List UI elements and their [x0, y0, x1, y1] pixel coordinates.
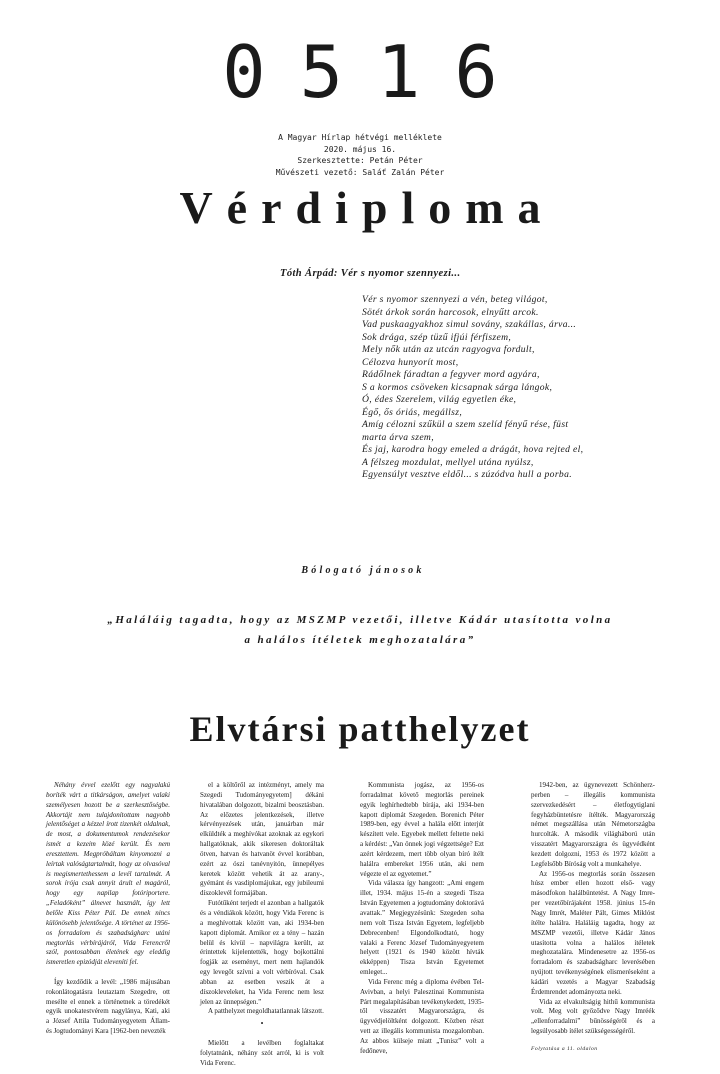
- pull-quote-line: a halálos ítéletek meghozatalára”: [244, 634, 476, 646]
- article-paragraph: Futótűként terjedt el azonban a hallgatók és a véndiákok között, hogy Vida Ferenc is a meghívottak között van, aki 1934-ben kapott diplomát. Amikor ez a tény – hazán belül és kívül – napvilágra került, az érintettek kijelentették, hogy bojkottálni fogják az eseményt, mert nem hajlandók egy levegőt szívni a volt vérbíróval. Csak abban az esetben veszik át a díszokleveleket, ha Vida Ferenc nem lesz jelen az ünnepségen.”: [200, 899, 324, 1006]
- poem-line: Mely nők után az utcán ragyogva fordult,: [362, 344, 535, 355]
- poem-line: A félszeg mozdulat, mellyel utána nyúlsz,: [362, 456, 534, 468]
- poem-line: Égő, ős óriás, megállsz,: [362, 406, 463, 418]
- poem: [362, 294, 682, 482]
- pull-quote-line: „Haláláig tagadta, hogy az MSZMP vezetői, illetve Kádár utasította volna: [107, 614, 613, 626]
- continued-note: Folytatása a 11. oldalon: [531, 1045, 598, 1052]
- poem-line: Vad puskaagyakhoz simul sovány, szakállas, árva...: [362, 319, 577, 330]
- pull-quote: [40, 610, 680, 650]
- article-paragraph: A patthelyzet megoldhatatlannak látszott.: [208, 1007, 324, 1016]
- masthead-info: [0, 132, 720, 178]
- article-paragraph: 1942-ben, az ügynevezett Schönherz-perben – illegális kommunista szervezkedésért – életfogytiglani fegyházbüntetésre ítélték. Magyarország német megszállása után Németországba hurcolták. A második világháború után visszatért Magyarországra és ügyvédként kezdett dolgozni, 1953 és 1972 között a Legfelsőbb Bíróság volt a munkahelye.: [531, 781, 655, 868]
- article-column-3: [360, 781, 484, 1057]
- main-title: Vérdiploma: [179, 182, 555, 233]
- article-paragraph: Az 1956-os megtorlás során összesen húsz ember ellen hozott első- vagy másodfokon halálbüntetést. A Nagy Imre-per vezetőbírájaként 1958. június 15-én Nagy Imrét, Maléter Pált, Gimes Miklóst ítélte halálra. Haláláig tagadta, hogy az MSZMP vezetői, illetve Kádár János utasította volna a halálos ítéletek meghozatalára. Mindenesetre az 1956-os forradalom és szabadságharc leverésében nyújtott tevékenységének elismeréseként a kádári vezetés a Magyar Szabadság Érdemrendet adományozta neki.: [531, 869, 655, 996]
- art-director-credit: Művészeti vezető: Saláť Zalán Péter: [275, 167, 445, 177]
- poem-line: Célozva hunyorít most,: [362, 356, 459, 368]
- supplement-line: A Magyar Hírlap hétvégi melléklete: [278, 133, 442, 142]
- article-paragraph: Mielőtt a levélben foglaltakat folytatnánk, néhány szót arról, ki is volt Vida Ferenc.: [200, 1038, 324, 1067]
- poem-line: Sötét árkok során harcosok, elnyűtt arcok.: [362, 306, 539, 318]
- article-paragraph: Így kezdődik a levél: „1986 májusában rokonlátogatásra leutaztam Szegedre, ott meséltе el ennek a történetnek a töredékét egyik unokatestvérem nagylánya, Kati, aki a József Attila Tudományegyetem Állam- és Jogtudományi Kara [1962-ben nevezték: [46, 977, 170, 1036]
- article-headline: Elvtársi patthelyzet: [189, 709, 531, 749]
- article-column-4: [531, 781, 655, 1055]
- poem-line: Egyensúlyt vesztve eldől... s zúzódva hull a porba.: [362, 469, 572, 480]
- article-column-2: [200, 781, 324, 1068]
- poem-line: S a kormos csöveken kicsapnak sárga lángok,: [362, 381, 553, 393]
- section-divider: •: [260, 1019, 264, 1029]
- poem-line: Vér s nyomor szennyezi a vén, beteg világot,: [362, 294, 548, 305]
- article-column-1: [46, 781, 170, 1037]
- section-label: Bólogató jánosok: [301, 565, 425, 576]
- article-lead: Néhány évvel ezelőtt egy nagyalakú boríték várt a titkárságon, amelyet valaki személyesen hozott be a szerkesztőségbe. Akkortájt nem tulajdonítottam nagyobb jelentőséget a kézzel írott tizenkét oldalnak, de most, a dokumentumok rendezésekor ismét a kezeim közé került. És nem eresztettem. Megpróbáltam kinyomozni a leírtak valóságtartalmát, hogy az olvasóval is megismertethessem a levél tartalmát. A sorok írója csak annyit árult el magáról, hogy egy napilap fotóriportere. „Feladóként” álnevet használt, így lett belőle Kiss Péter Pál. De ennek nincs különösebb jelentősége. A történet az 1956-os forradalom és szabadságharc utáni megtorlás vérbírájáról, Vida Ferencről szól, pontosabban életének egy eleddig ismeretlen epizódját eleveníti fel.: [46, 781, 170, 967]
- poem-attribution: Tóth Árpád: Vér s nyomor szennyezi...: [280, 268, 461, 279]
- article-paragraph: el a költőről az intézményt, amely ma Szegedi Tudományegyetem] dékáni hivatalában dolgozott, bizalmi beosztásban. Az előzetes jelentkezések, illetve kérvényezések után, januárban már elküldték a meghívókat azoknak az egykori hallgatóknak, akik sikeresen doktoráltak ötven, hatvan és hatvanöt évvel korábban, ezért az ószi tanévnyitón, ünnepélyes keretek között vehetik át az arany-, gyémánt és vasdiplomájukat, egy jubileumi díszoklevél formájában.: [200, 781, 324, 898]
- article-paragraph: Kommunista jogász, az 1956-os forradalmat követő megtorlás pereinek egyik leghírhedtebb bírája, aki 1934-ben kapott diplomát Szegeden. Borenich Péter 1989-ben, egy évvel a halála előtt interjút készített vele. Egyebek mellett feltette neki a kérdést: „Van önnek jogi végzettsége? Ezt azért kérdezem, mert több olyan bíró ítélt halálra embereket 1956 után, aki nem végezte el az egyetemet.”: [360, 781, 484, 878]
- poem-line: És jaj, karodra hogy emeled a drágát, hova rejted el,: [362, 444, 584, 455]
- poem-line: Ó, édes Szerelem, világ egyetlen éke,: [362, 394, 517, 405]
- poem-line: Rádőlnek fáradtan a fegyver mord agyára,: [362, 369, 540, 380]
- poem-line: marta árva szem,: [362, 431, 434, 443]
- article-paragraph: Vida válasza így hangzott: „Ami engem illet, 1934. május 15-én a szegedi Tisza István Egyetemen a jogtudomány doktorává avattak.” Megjegyzésünk: Szegeden soha nem volt Tisza István Egyetem, legfeljebb Debrecenben! Elgondolkodtató, hogy valaki a Ferenc József Tudományegyetem helyett (1921 és 1940 között hívták ekképpen) Tisza István Egyetemet emleget...: [360, 879, 484, 977]
- issue-number: 0516: [222, 30, 532, 114]
- poem-line: Sok drága, szép tüzű ifjúi férfiszem,: [362, 331, 512, 343]
- article-paragraph: Vida Ferenc még a diploma évében Tel-Avivban, a helyi Palesztinai Kommunista Párt megalapításában tevékenykedett, 1935-től visszatért Magyarországra, és ügyvédjelöltként dolgozott. Közben részt vett az illegális kommunista mozgalomban. Az abbos külseje miatt „Tunisz” volt a fedőneve,: [360, 977, 484, 1055]
- issue-date: 2020. május 16.: [323, 144, 397, 154]
- poem-line: Amíg célozni szűkül a szem szelíd fényű rése, füst: [362, 419, 569, 430]
- article-paragraph: Vida az elvakultságig hithű kommunista volt. Meg volt győződve Nagy Imréék „ellenforradalmi” bűnösségéről és a legsúlyosabb ítélet szükségességéről.: [531, 997, 655, 1036]
- editor-credit: Szerkesztette: Petán Péter: [297, 156, 423, 165]
